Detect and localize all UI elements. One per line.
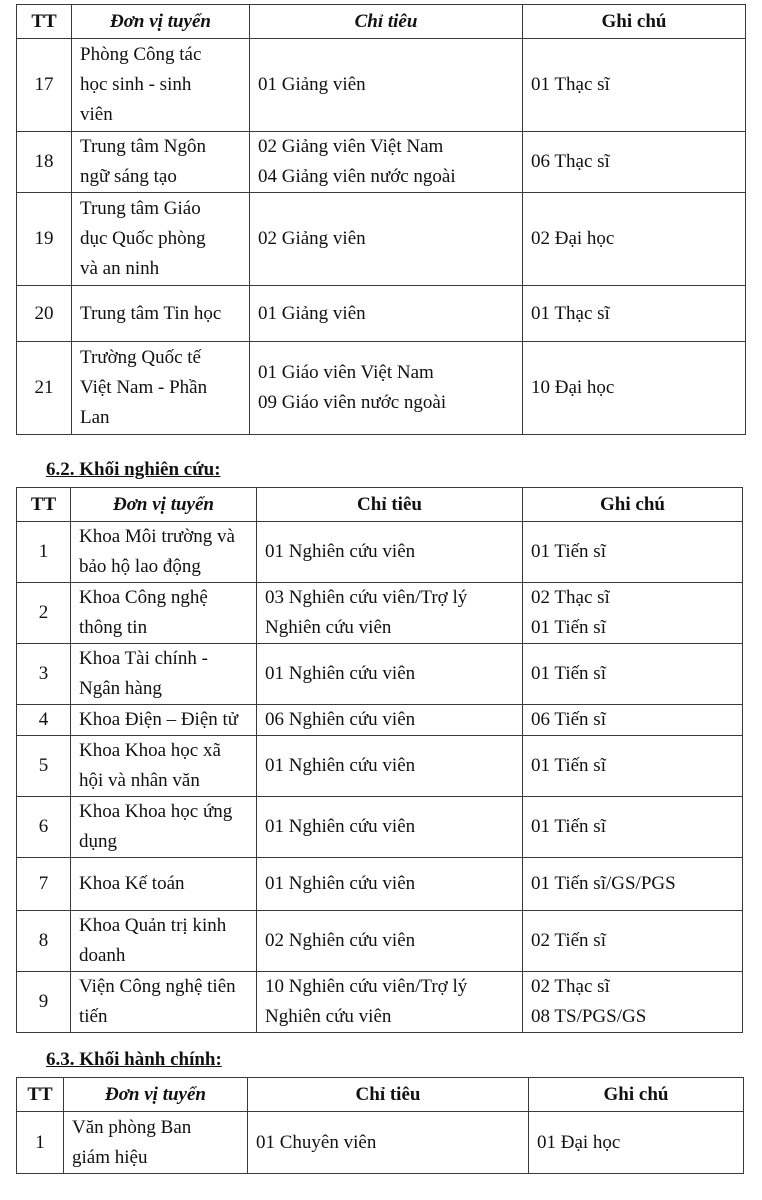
cell-tt: 9 bbox=[17, 972, 71, 1033]
table-6-2-research bbox=[16, 487, 743, 1033]
table-row bbox=[17, 736, 743, 797]
cell-unit-line: bảo hộ lao động bbox=[79, 556, 201, 577]
cell-note bbox=[523, 522, 743, 583]
cell-quota bbox=[248, 1112, 529, 1174]
cell-unit bbox=[71, 583, 257, 644]
cell-tt: 4 bbox=[17, 705, 71, 736]
cell-note-line: 06 Tiến sĩ bbox=[531, 709, 606, 730]
cell-note bbox=[523, 736, 743, 797]
cell-unit-line: Lan bbox=[80, 407, 110, 428]
cell-note bbox=[523, 972, 743, 1033]
header-unit: Đơn vị tuyển bbox=[72, 5, 250, 39]
cell-quota-line: 09 Giáo viên nước ngoài bbox=[258, 392, 447, 413]
cell-unit-line: Khoa Công nghệ bbox=[79, 587, 208, 608]
cell-tt: 17 bbox=[17, 39, 72, 132]
header-tt: TT bbox=[17, 5, 72, 39]
cell-quota-line: 01 Nghiên cứu viên bbox=[265, 541, 416, 562]
table-row bbox=[17, 193, 746, 286]
cell-unit bbox=[72, 286, 250, 342]
cell-note-line: 01 Thạc sĩ bbox=[531, 302, 610, 324]
cell-unit bbox=[72, 132, 250, 193]
section-heading-research: 6.2. Khối nghiên cứu: bbox=[46, 459, 221, 480]
table-row bbox=[17, 797, 743, 858]
header-note: Ghi chú bbox=[523, 488, 743, 522]
cell-note-line: 01 Tiến sĩ bbox=[531, 755, 606, 776]
cell-quota bbox=[257, 797, 523, 858]
cell-unit-line: Khoa Điện – Điện tử bbox=[79, 709, 239, 730]
cell-tt: 1 bbox=[17, 522, 71, 583]
cell-quota-line: 01 Chuyên viên bbox=[256, 1131, 377, 1153]
cell-unit-line: thông tin bbox=[79, 617, 148, 638]
table-body bbox=[17, 39, 746, 435]
cell-note bbox=[523, 39, 746, 132]
header-tt: TT bbox=[17, 1078, 64, 1112]
cell-unit bbox=[71, 911, 257, 972]
cell-quota-line: 01 Giáo viên Việt Nam bbox=[258, 362, 434, 383]
cell-note bbox=[523, 858, 743, 911]
cell-quota-line: 02 Giảng viên Việt Nam bbox=[258, 136, 444, 157]
cell-unit-line: Khoa Tài chính - bbox=[79, 648, 208, 669]
cell-note bbox=[523, 583, 743, 644]
cell-unit-line: Viện Công nghệ tiên bbox=[79, 976, 236, 997]
cell-tt: 21 bbox=[17, 342, 72, 435]
cell-quota bbox=[257, 972, 523, 1033]
header-note: Ghi chú bbox=[529, 1078, 744, 1112]
cell-unit-line: Trung tâm Ngôn bbox=[80, 136, 206, 157]
cell-quota-line: 01 Nghiên cứu viên bbox=[265, 663, 416, 684]
table-row bbox=[17, 911, 743, 972]
cell-note bbox=[529, 1112, 744, 1174]
cell-tt: 5 bbox=[17, 736, 71, 797]
cell-note-line: 02 Thạc sĩ bbox=[531, 587, 610, 608]
cell-unit-line: giám hiệu bbox=[72, 1146, 148, 1168]
cell-unit-line: Phòng Công tác bbox=[80, 44, 202, 65]
cell-tt: 1 bbox=[17, 1112, 64, 1174]
table-header-row bbox=[17, 1078, 744, 1112]
cell-unit-line: doanh bbox=[79, 945, 126, 966]
cell-unit-line: dụng bbox=[79, 831, 117, 852]
cell-quota bbox=[257, 705, 523, 736]
cell-quota bbox=[250, 193, 523, 286]
cell-unit-line: tiến bbox=[79, 1006, 108, 1027]
table-row bbox=[17, 972, 743, 1033]
cell-note-line: 10 Đại học bbox=[531, 377, 615, 398]
cell-note-line: 06 Thạc sĩ bbox=[531, 151, 610, 172]
cell-quota-line: 01 Giảng viên bbox=[258, 302, 366, 324]
header-quota: Chỉ tiêu bbox=[250, 5, 523, 39]
cell-tt: 8 bbox=[17, 911, 71, 972]
cell-note-line: 02 Tiến sĩ bbox=[531, 930, 606, 951]
cell-quota-line: 03 Nghiên cứu viên/Trợ lý bbox=[265, 587, 468, 608]
header-unit: Đơn vị tuyển bbox=[64, 1078, 248, 1112]
cell-unit bbox=[71, 736, 257, 797]
table-row bbox=[17, 39, 746, 132]
cell-unit bbox=[71, 522, 257, 583]
table-body bbox=[17, 522, 743, 1033]
header-tt: TT bbox=[17, 488, 71, 522]
cell-unit bbox=[71, 644, 257, 705]
cell-unit bbox=[72, 39, 250, 132]
table-row bbox=[17, 705, 743, 736]
cell-note bbox=[523, 644, 743, 705]
cell-unit bbox=[71, 972, 257, 1033]
cell-quota bbox=[257, 644, 523, 705]
cell-unit-line: Trung tâm Giáo bbox=[80, 198, 201, 219]
cell-tt: 7 bbox=[17, 858, 71, 911]
table-row bbox=[17, 644, 743, 705]
cell-quota bbox=[257, 736, 523, 797]
cell-unit-line: Khoa Kế toán bbox=[79, 873, 185, 894]
cell-note-line: 02 Thạc sĩ bbox=[531, 976, 610, 997]
cell-quota-line: 06 Nghiên cứu viên bbox=[265, 709, 416, 730]
cell-tt: 6 bbox=[17, 797, 71, 858]
cell-note-line: 01 Đại học bbox=[537, 1131, 621, 1153]
cell-unit-line: ngữ sáng tạo bbox=[80, 166, 177, 187]
cell-quota bbox=[257, 583, 523, 644]
cell-quota-line: 10 Nghiên cứu viên/Trợ lý bbox=[265, 976, 468, 997]
cell-unit-line: Ngân hàng bbox=[79, 678, 162, 699]
cell-note-line: 01 Thạc sĩ bbox=[531, 74, 610, 95]
cell-unit-line: Khoa Quản trị kinh bbox=[79, 915, 227, 936]
cell-unit-line: Văn phòng Ban bbox=[72, 1116, 192, 1138]
cell-quota-line: 01 Nghiên cứu viên bbox=[265, 755, 416, 776]
cell-note-line: 01 Tiến sĩ bbox=[531, 816, 606, 837]
cell-unit-line: Trung tâm Tin học bbox=[80, 302, 222, 324]
cell-unit-line: Khoa Môi trường và bbox=[79, 526, 235, 547]
cell-quota-line: 02 Giảng viên bbox=[258, 228, 366, 249]
header-unit: Đơn vị tuyển bbox=[71, 488, 257, 522]
cell-note bbox=[523, 705, 743, 736]
cell-unit bbox=[71, 858, 257, 911]
table-row bbox=[17, 522, 743, 583]
table-header-row bbox=[17, 488, 743, 522]
cell-note-line: 01 Tiến sĩ bbox=[531, 541, 606, 562]
cell-note-line: 01 Tiến sĩ/GS/PGS bbox=[531, 873, 676, 894]
cell-unit-line: viên bbox=[80, 104, 113, 125]
cell-tt: 3 bbox=[17, 644, 71, 705]
table-row bbox=[17, 583, 743, 644]
cell-quota bbox=[250, 286, 523, 342]
cell-tt: 19 bbox=[17, 193, 72, 286]
table-6-1-continued bbox=[16, 4, 746, 435]
cell-quota bbox=[250, 132, 523, 193]
table-6-3-administrative bbox=[16, 1077, 744, 1174]
cell-unit-line: dục Quốc phòng bbox=[80, 228, 206, 249]
table-row bbox=[17, 858, 743, 911]
cell-note bbox=[523, 286, 746, 342]
cell-note-line: 02 Đại học bbox=[531, 228, 615, 249]
cell-quota-line: 04 Giảng viên nước ngoài bbox=[258, 166, 456, 187]
cell-unit-line: Khoa Khoa học ứng bbox=[79, 801, 233, 822]
header-note: Ghi chú bbox=[523, 5, 746, 39]
cell-quota bbox=[250, 39, 523, 132]
cell-quota bbox=[257, 522, 523, 583]
cell-unit-line: Trường Quốc tế bbox=[80, 347, 201, 368]
cell-tt: 2 bbox=[17, 583, 71, 644]
cell-unit bbox=[71, 797, 257, 858]
cell-unit-line: và an ninh bbox=[80, 258, 160, 279]
cell-tt: 20 bbox=[17, 286, 72, 342]
cell-quota-line: Nghiên cứu viên bbox=[265, 1006, 392, 1027]
cell-unit bbox=[72, 193, 250, 286]
table-body bbox=[17, 1112, 744, 1174]
cell-unit-line: học sinh - sinh bbox=[80, 74, 192, 95]
header-quota: Chỉ tiêu bbox=[257, 488, 523, 522]
cell-unit bbox=[72, 342, 250, 435]
cell-quota-line: 02 Nghiên cứu viên bbox=[265, 930, 416, 951]
cell-tt: 18 bbox=[17, 132, 72, 193]
cell-note bbox=[523, 911, 743, 972]
cell-note bbox=[523, 342, 746, 435]
cell-note bbox=[523, 797, 743, 858]
cell-note-line: 01 Tiến sĩ bbox=[531, 663, 606, 684]
header-quota: Chỉ tiêu bbox=[248, 1078, 529, 1112]
cell-quota bbox=[250, 342, 523, 435]
cell-unit bbox=[64, 1112, 248, 1174]
cell-unit-line: Khoa Khoa học xã bbox=[79, 740, 221, 761]
table-row bbox=[17, 132, 746, 193]
cell-unit-line: Việt Nam - Phần bbox=[80, 377, 208, 398]
cell-note-line: 08 TS/PGS/GS bbox=[531, 1006, 647, 1027]
table-row bbox=[17, 1112, 744, 1174]
cell-unit bbox=[71, 705, 257, 736]
cell-note bbox=[523, 132, 746, 193]
cell-quota-line: 01 Giảng viên bbox=[258, 74, 366, 95]
table-header-row bbox=[17, 5, 746, 39]
cell-quota-line: 01 Nghiên cứu viên bbox=[265, 873, 416, 894]
table-row bbox=[17, 342, 746, 435]
cell-unit-line: hội và nhân văn bbox=[79, 770, 200, 791]
cell-note bbox=[523, 193, 746, 286]
cell-quota-line: Nghiên cứu viên bbox=[265, 617, 392, 638]
cell-quota bbox=[257, 911, 523, 972]
section-heading-administrative: 6.3. Khối hành chính: bbox=[46, 1049, 222, 1070]
table-row bbox=[17, 286, 746, 342]
cell-quota-line: 01 Nghiên cứu viên bbox=[265, 816, 416, 837]
cell-note-line: 01 Tiến sĩ bbox=[531, 617, 606, 638]
cell-quota bbox=[257, 858, 523, 911]
